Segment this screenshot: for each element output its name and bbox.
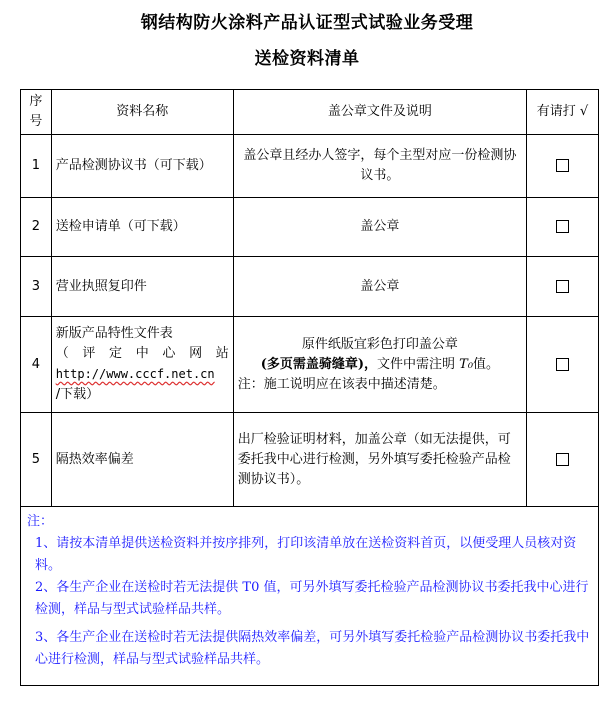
table-row [21, 413, 599, 507]
table-row [21, 317, 599, 413]
row-name-line: （ 评 定 中 心 网 站 [55, 346, 229, 361]
website-link[interactable]: http://www.cccf.net.cn [55, 367, 215, 381]
document-subtitle: 送检资料清单 [254, 49, 360, 69]
document-title: 钢结构防火涂料产品认证型式试验业务受理 [140, 13, 474, 33]
notes-row [21, 507, 599, 686]
checkbox[interactable] [556, 280, 569, 293]
row-name [51, 317, 233, 413]
row-check-cell[interactable] [527, 135, 599, 198]
row-check-cell[interactable] [527, 317, 599, 413]
row-name: 产品检测协议书（可下载） [51, 135, 233, 198]
row-name: 隔热效率偏差 [51, 413, 233, 507]
table-row [21, 198, 599, 257]
row-check-cell[interactable] [527, 198, 599, 257]
row-name: 营业执照复印件 [51, 257, 233, 317]
table-row [21, 257, 599, 317]
row-description: 盖公章且经办人签字，每个主型对应一份检测协议书。 [233, 135, 526, 198]
row-description: 盖公章 [233, 198, 526, 257]
row-index: 1 [21, 135, 52, 198]
checkbox[interactable] [556, 220, 569, 233]
row-index: 4 [21, 317, 52, 413]
header-index: 序号 [21, 90, 52, 135]
description-line: 原件纸版宜彩色打印盖公章 [301, 336, 458, 352]
row-description: 盖公章 [233, 257, 526, 317]
row-name-line: /下载） [55, 387, 100, 402]
checkbox[interactable] [556, 453, 569, 466]
description-line: (多页需盖骑缝章)，文件中需注明 T₀值。 [260, 356, 500, 372]
checklist-table [20, 89, 599, 686]
description-line: 注：施工说明应在该表中描述清楚。 [237, 376, 446, 392]
checkbox[interactable] [556, 159, 569, 172]
row-index: 5 [21, 413, 52, 507]
notes-heading: 注： [27, 514, 54, 529]
row-description: 出厂检验证明材料，加盖公章（如无法提供，可委托我中心进行检测，另外填写委托检验产品检测协议书）。 [233, 413, 526, 507]
note-item: 1、请按本清单提供送检资料并按序排列，打印该清单放在送检资料首页，以便受理人员核对资料。 [35, 536, 577, 573]
note-item: 3、各生产企业在送检时若无法提供隔热效率偏差，可另外填写委托检验产品检测协议书委托我中心进行检测，样品与型式试验样品共样。 [35, 630, 590, 667]
row-check-cell[interactable] [527, 413, 599, 507]
header-description: 盖公章文件及说明 [233, 90, 526, 135]
row-name-line: 新版产品特性文件表 [55, 326, 173, 341]
table-header-row [21, 90, 599, 135]
t0-symbol: T₀ [459, 356, 474, 372]
header-check: 有请打 √ [527, 90, 599, 135]
row-index: 2 [21, 198, 52, 257]
row-index: 3 [21, 257, 52, 317]
row-check-cell[interactable] [527, 257, 599, 317]
row-name: 送检申请单（可下载） [51, 198, 233, 257]
checkbox[interactable] [556, 358, 569, 371]
note-item: 2、各生产企业在送检时若无法提供 T0 值，可另外填写委托检验产品检测协议书委托我中心进行检测，样品与型式试验样品共样。 [35, 580, 589, 617]
row-description [233, 317, 526, 413]
table-row [21, 135, 599, 198]
header-name: 资料名称 [51, 90, 233, 135]
description-bold: (多页需盖骑缝章)， [260, 356, 377, 372]
notes-cell [21, 507, 599, 686]
